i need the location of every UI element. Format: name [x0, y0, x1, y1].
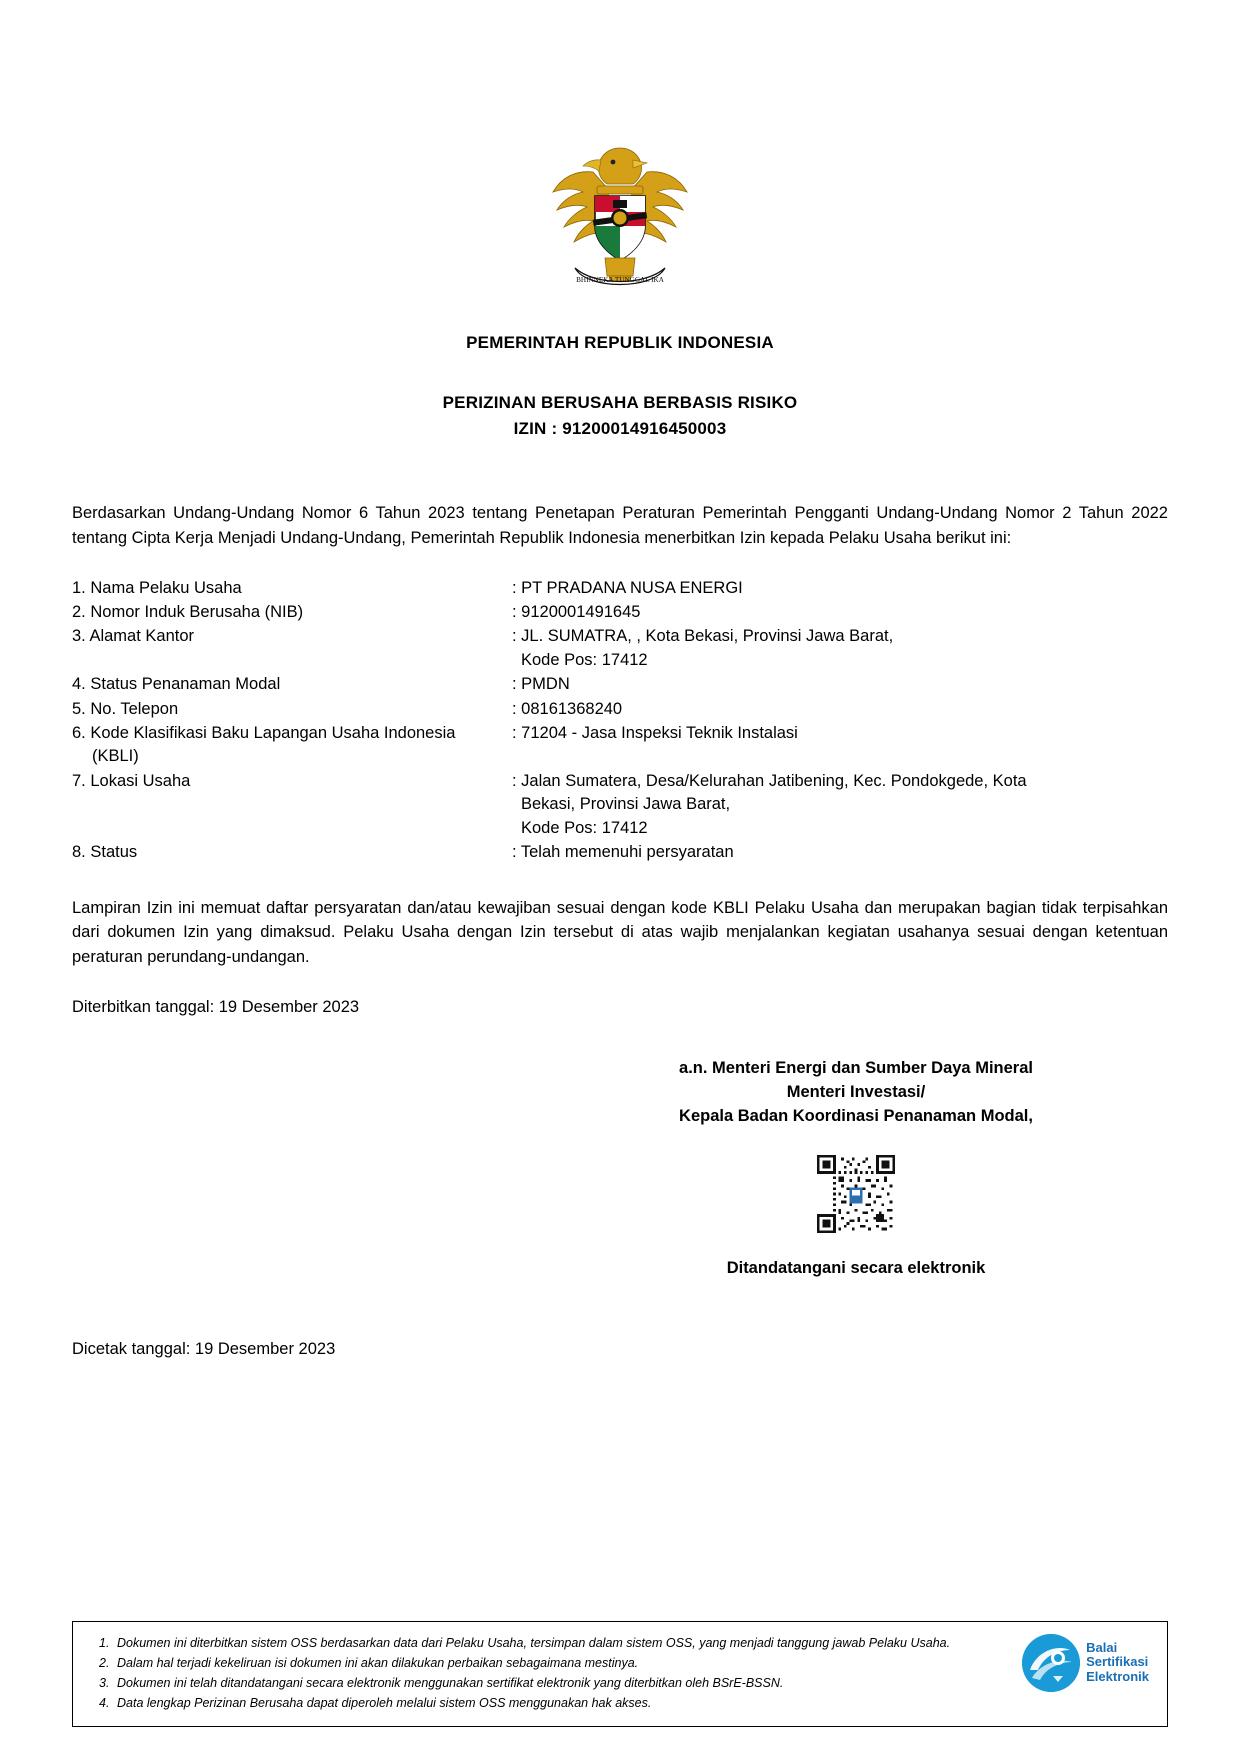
- field-text-2: Nomor Induk Berusaha (NIB): [90, 602, 304, 621]
- document-heading: [72, 333, 1168, 439]
- intro-paragraph: Berdasarkan Undang-Undang Nomor 6 Tahun 2023 tentang Penetapan Peraturan Pemerintah Pengganti Undang-Undang Nomor 2 Tahun 2022 tentang Cipta Kerja Menjadi Undang-Undang, Pemerintah Republik Indonesia menerbitkan Izin kepada Pelaku Usaha berikut ini:: [72, 504, 1168, 547]
- field-text-7: Lokasi Usaha: [90, 771, 191, 790]
- list-item: [87, 1634, 979, 1652]
- field-label-7: [72, 770, 512, 841]
- footer-notes-box: [72, 1621, 1168, 1728]
- field-value-3: [512, 625, 1168, 673]
- field-value-6: : 71204 - Jasa Inspeksi Teknik Instalasi: [512, 724, 798, 743]
- field-value-7: [512, 770, 1168, 841]
- field-text-3: Alamat Kantor: [89, 627, 195, 646]
- field-label-1: [72, 577, 512, 601]
- emblem-container: [72, 0, 1168, 295]
- field-text-6-line2: (KBLI): [92, 747, 139, 766]
- bsre-logo-text: [1086, 1641, 1149, 1685]
- field-no-4: 4.: [72, 675, 86, 694]
- izin-number: IZIN : 91200014916450003: [513, 419, 727, 438]
- bsre-line-1: Balai: [1086, 1639, 1118, 1655]
- footer-note-no-2: 2.: [99, 1655, 110, 1670]
- qr-container: [576, 1155, 1136, 1233]
- status-value: : Telah memenuhi persyaratan: [512, 843, 734, 862]
- government-title: PEMERINTAH REPUBLIK INDONESIA: [466, 333, 774, 352]
- table-row: [72, 841, 1168, 865]
- issued-date: Diterbitkan tanggal: 19 Desember 2023: [72, 997, 360, 1016]
- field-label-4: [72, 673, 512, 697]
- field-no-5: 5.: [72, 699, 86, 718]
- table-row: [72, 577, 1168, 601]
- field-no-1: 1.: [72, 578, 86, 597]
- field-text-6: Kode Klasifikasi Baku Lapangan Usaha Indonesia: [90, 724, 456, 743]
- field-value-7-line3: Kode Pos: 17412: [521, 818, 648, 837]
- field-label-8: [72, 841, 512, 865]
- bsre-logo: [979, 1634, 1153, 1692]
- field-no-7: 7.: [72, 771, 86, 790]
- list-item: [87, 1694, 979, 1712]
- bsre-seal-icon: [1022, 1634, 1080, 1692]
- field-text-4: Status Penanaman Modal: [90, 675, 281, 694]
- field-label-6: [72, 722, 512, 770]
- field-value-7-line2: Bekasi, Provinsi Jawa Barat,: [521, 795, 731, 814]
- footer-note-text-3: Dokumen ini telah ditandatangani secara elektronik menggunakan sertifikat elektronik yang diterbitkan oleh BSrE-BSSN.: [117, 1675, 784, 1690]
- qr-code: [817, 1155, 895, 1233]
- footer-notes-list: [87, 1634, 979, 1715]
- field-label-5: [72, 698, 512, 722]
- field-value-3-line2: Kode Pos: 17412: [521, 650, 648, 669]
- footer-note-text-1: Dokumen ini diterbitkan sistem OSS berdasarkan data dari Pelaku Usaha, tersimpan dalam sistem OSS, yang menjadi tanggung jawab Pelaku Usaha.: [117, 1635, 951, 1650]
- signature-block: [576, 1057, 1136, 1278]
- field-value-5: : 08161368240: [512, 699, 623, 718]
- list-item: [87, 1674, 979, 1692]
- notice-paragraph: Lampiran Izin ini memuat daftar persyaratan dan/atau kewajiban sesuai dengan kode KBLI Pelaku Usaha dan merupakan bagian tidak terpisahkan dari dokumen Izin yang dimaksud. Pelaku Usaha dengan Izin tersebut di atas wajib menjalankan kegiatan usahanya sesuai dengan ketentuan peraturan perundang-undangan.: [72, 898, 1168, 967]
- footer-note-text-2: Dalam hal terjadi kekeliruan isi dokumen ini akan dilakukan perbaikan sebagaimana mestinya.: [117, 1655, 639, 1670]
- table-row: [72, 722, 1168, 770]
- business-data-table: [72, 577, 1168, 866]
- svg-text:BHINNEKA TUNGGAL IKA: BHINNEKA TUNGGAL IKA: [576, 276, 664, 284]
- garuda-pancasila-emblem: [535, 130, 705, 295]
- electronic-signature-note: Ditandatangani secara elektronik: [726, 1258, 986, 1277]
- table-row: [72, 770, 1168, 841]
- field-value-7-line1: : Jalan Sumatera, Desa/Kelurahan Jatibening, Kec. Pondokgede, Kota: [512, 771, 1027, 790]
- footer-note-no-1: 1.: [99, 1635, 110, 1650]
- bsre-line-2: Sertifikasi: [1086, 1654, 1149, 1670]
- field-no-6: 6.: [72, 724, 86, 743]
- field-text-1: Nama Pelaku Usaha: [90, 578, 242, 597]
- signatory-line-1: a.n. Menteri Energi dan Sumber Daya Mineral: [679, 1058, 1033, 1077]
- field-value-2: : 9120001491645: [512, 602, 641, 621]
- field-no-8: 8.: [72, 843, 86, 862]
- field-no-3: 3.: [72, 627, 86, 646]
- page-title: PERIZINAN BERUSAHA BERBASIS RISIKO: [442, 393, 798, 412]
- table-row: [72, 625, 1168, 673]
- signatory-line-2: Menteri Investasi/: [786, 1082, 926, 1101]
- footer-note-no-3: 3.: [99, 1675, 110, 1690]
- table-row: [72, 673, 1168, 697]
- field-text-8: Status: [90, 843, 138, 862]
- footer-note-text-4: Data lengkap Perizinan Berusaha dapat diperoleh melalui sistem OSS menggunakan hak akses.: [117, 1695, 652, 1710]
- field-value-4: : PMDN: [512, 675, 570, 694]
- table-row: [72, 698, 1168, 722]
- list-item: [87, 1654, 979, 1672]
- footer-note-no-4: 4.: [99, 1695, 110, 1710]
- field-text-5: No. Telepon: [90, 699, 179, 718]
- field-label-3: [72, 625, 512, 673]
- field-value-3-line1: : JL. SUMATRA, , Kota Bekasi, Provinsi Jawa Barat,: [512, 627, 894, 646]
- field-value-1: : PT PRADANA NUSA ENERGI: [512, 578, 743, 597]
- printed-date: Dicetak tanggal: 19 Desember 2023: [72, 1339, 336, 1358]
- signatory-line-3: Kepala Badan Koordinasi Penanaman Modal,: [679, 1106, 1033, 1125]
- table-row: [72, 601, 1168, 625]
- field-no-2: 2.: [72, 602, 86, 621]
- field-label-2: [72, 601, 512, 625]
- bsre-line-3: Elektronik: [1086, 1668, 1149, 1684]
